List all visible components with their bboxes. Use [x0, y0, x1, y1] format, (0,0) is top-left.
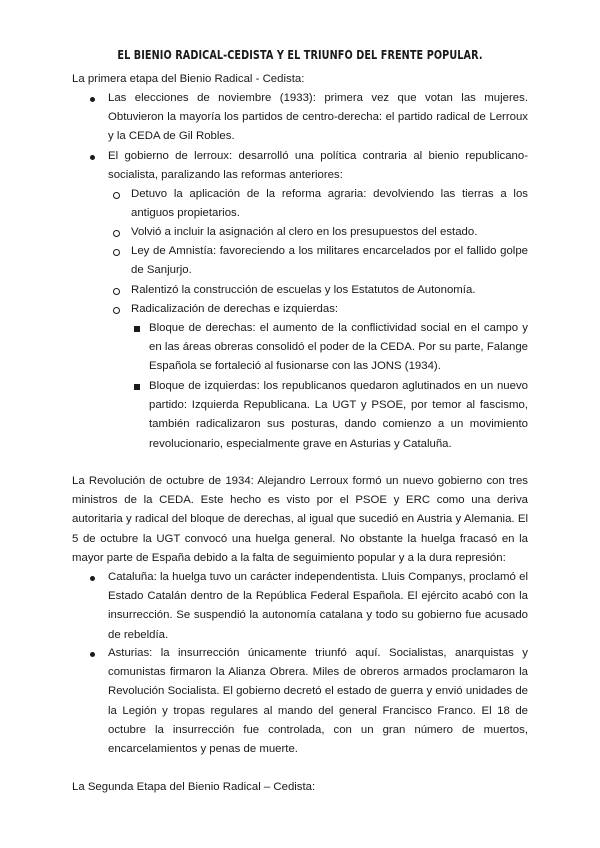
bullet-circle [113, 307, 120, 314]
sub-item-amnistia: Ley de Amnistía: favoreciendo a los militares encarcelados por el fallido golpe de Sanjurjo. [131, 245, 528, 277]
bullet-square [134, 326, 140, 332]
section-heading-first-stage: La primera etapa del Bienio Radical - Cedista: [72, 73, 305, 85]
list-item-elecciones: Las elecciones de noviembre (1933): primera vez que votan las mujeres. Obtuvieron la mayoría los partidos de centro-derecha: el partido radical de Lerroux y la CEDA de Gil Robles. [108, 92, 528, 143]
list-item-gobierno: El gobierno de lerroux: desarrolló una política contraria al bienio republicano-socialista, paralizando las reformas anteriores: [108, 150, 528, 182]
bullet-dot [90, 97, 95, 102]
bullet-circle [113, 192, 120, 199]
sub-sub-item-derechas: Bloque de derechas: el aumento de la conflictividad social en el campo y en las áreas obreras consolidó el poder de la CEDA. Por su parte, Falange Española se fortaleció al fusionarse con las JONS (1934). [149, 322, 528, 373]
bullet-circle [113, 249, 120, 256]
list-item-asturias: Asturias: la insurrección únicamente triunfó aquí. Socialistas, anarquistas y comunistas firmaron la Alianza Obrera. Miles de obreros armados proclamaron la Revolución Socialista. El gobierno decretó el estado de guerra y envió unidades de la Legión y tropas regulares al mando del general Francisco Franco. El 18 de octubre la insurrección fue controlada, con un gran número de muertos, encarcelamientos y penas de muerte. [108, 647, 528, 756]
sub-item-escuelas: Ralentizó la construcción de escuelas y los Estatutos de Autonomía. [131, 284, 476, 296]
bullet-circle [113, 230, 120, 237]
bullet-square [134, 384, 140, 390]
section-heading-second-stage: La Segunda Etapa del Bienio Radical – Cedista: [72, 781, 316, 793]
list-item-cataluna: Cataluña: la huelga tuvo un carácter independentista. Lluis Companys, proclamó el Estado Catalán dentro de la República Federal Española. El ejército acabó con la insurrección. Se suspendió la autonomía catalana y todo su gobierno fue acusado de rebeldía. [108, 571, 528, 641]
bullet-dot [90, 155, 95, 160]
sub-item-radicalizacion: Radicalización de derechas e izquierdas: [131, 303, 339, 315]
sub-sub-item-izquierdas: Bloque de izquierdas: los republicanos quedaron aglutinados en un nuevo partido: Izquierda Republicana. La UGT y PSOE, por temor al fascismo, también radicalizaron sus posturas, dando comienzo a un movimiento revolucionario, especialmente grave en Asturias y Cataluña. [149, 380, 528, 450]
bullet-circle [113, 288, 120, 295]
bullet-dot [90, 652, 95, 657]
sub-item-clero: Volvió a incluir la asignación al clero en los presupuestos del estado. [131, 226, 478, 238]
sub-item-reforma-agraria: Detuvo la aplicación de la reforma agraria: devolviendo las tierras a los antiguos propietarios. [131, 188, 528, 220]
paragraph-revolucion-1934: La Revolución de octubre de 1934: Alejandro Lerroux formó un nuevo gobierno con tres ministros de la CEDA. Este hecho es visto por el PSOE y ERC como una deriva autoritaria y radical del bloque de derechas, al igual que sucedió en Austria y Alemania. El 5 de octubre la UGT convocó una huelga general. No obstante la huelga fracasó en la mayor parte de España debido a la falta de seguimiento popular y a la dura represión: [72, 475, 528, 564]
bullet-dot [90, 576, 95, 581]
document-title: EL BIENIO RADICAL-CEDISTA Y EL TRIUNFO DEL FRENTE POPULAR. [117, 47, 483, 62]
